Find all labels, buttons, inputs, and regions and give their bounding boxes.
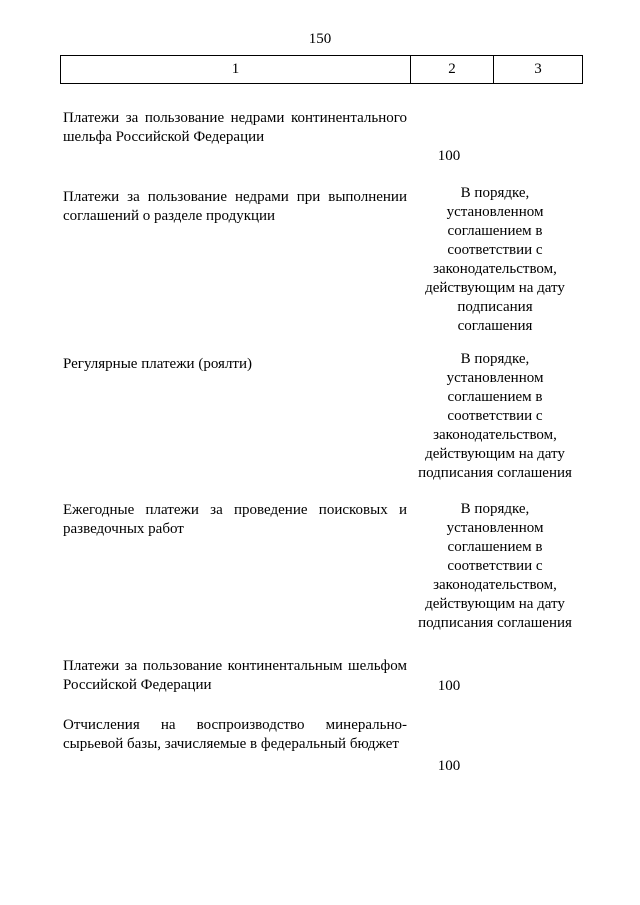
- row-name: Ежегодные платежи за проведение поисковых и разведочных работ: [63, 502, 407, 537]
- row-name: Платежи за пользование недрами континентального шельфа Российской Федерации: [63, 110, 407, 145]
- row-name: Платежи за пользование недрами при выполнении соглашений о разделе продукции: [63, 189, 407, 224]
- table-header: [60, 55, 583, 84]
- row-name: Платежи за пользование континентальным шельфом Российской Федерации: [63, 658, 407, 693]
- row-value: 100: [437, 148, 461, 164]
- page-number: 150: [308, 31, 332, 47]
- row-name: Отчисления на воспроизводство минерально-сырьевой базы, зачисляемые в федеральный бюджет: [63, 717, 407, 752]
- row-value: В порядке, установленном соглашением в соответствии с законодательством, действующим на дату подписания соглашения: [425, 185, 565, 334]
- row-value: 100: [437, 678, 461, 694]
- row-value: 100: [437, 758, 461, 774]
- row-value: В порядке, установленном соглашением в соответствии с законодательством, действующим на дату подписания соглашения: [418, 351, 572, 481]
- row-name: Регулярные платежи (роялти): [63, 356, 253, 372]
- header-col-3: 3: [534, 61, 542, 77]
- header-col-1: 1: [61, 56, 411, 83]
- header-col-2: 2: [411, 56, 494, 83]
- row-value: В порядке, установленном соглашением в соответствии с законодательством, действующим на дату подписания соглашения: [418, 501, 572, 631]
